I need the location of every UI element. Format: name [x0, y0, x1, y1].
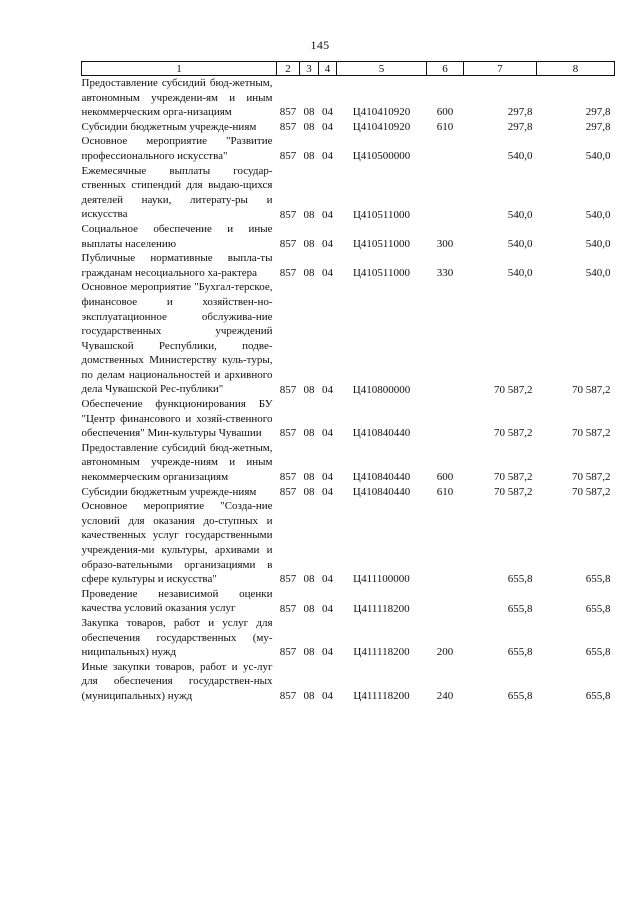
ministry-code: 857 — [279, 573, 297, 586]
target-article-code: Ц410410920 — [352, 120, 411, 133]
amount-col-8: 540,0 — [585, 237, 611, 250]
table-row — [82, 485, 615, 500]
ministry-code: 857 — [279, 120, 297, 133]
subsection-code: 04 — [322, 485, 333, 498]
table-row — [82, 134, 615, 163]
table-row — [82, 660, 615, 704]
amount-col-7: 655,8 — [507, 602, 533, 615]
row-name: Основное мероприятие "Созда-ние условий для оказания до-ступных и качественных услуг государственными учреждения-ми культуры, архивами и образо-вательными организациями в сфере культуры и искусства" — [81, 500, 273, 586]
target-article-code: Ц410500000 — [352, 150, 411, 163]
column-header-7: 7 — [464, 62, 537, 76]
section-code: 08 — [303, 471, 315, 484]
column-header-5: 5 — [337, 62, 427, 76]
amount-col-8: 70 587,2 — [572, 427, 611, 440]
ministry-code: 857 — [279, 471, 297, 484]
amount-col-7: 540,0 — [507, 237, 533, 250]
expense-type-code: 330 — [436, 266, 454, 279]
section-code: 08 — [303, 427, 315, 440]
table-row — [82, 76, 615, 120]
table-row — [82, 587, 615, 616]
section-code: 08 — [303, 208, 315, 221]
row-name: Социальное обеспечение и иные выплаты населению — [81, 222, 273, 250]
ministry-code: 857 — [279, 690, 297, 703]
target-article-code: Ц411100000 — [353, 573, 410, 586]
column-header-4: 4 — [319, 62, 337, 76]
ministry-code: 857 — [279, 383, 297, 396]
expense-type-code: 200 — [436, 646, 454, 659]
target-article-code: Ц410840440 — [352, 427, 411, 440]
page-number: 145 — [310, 38, 330, 52]
section-code: 08 — [303, 573, 315, 586]
amount-col-8: 70 587,2 — [572, 471, 611, 484]
row-name: Проведение независимой оценки качества условий оказания услуг — [81, 587, 273, 615]
table-row — [82, 280, 615, 397]
subsection-code: 04 — [322, 106, 333, 119]
section-code: 08 — [303, 383, 315, 396]
amount-col-8: 540,0 — [585, 208, 611, 221]
ministry-code: 857 — [279, 150, 297, 163]
column-header-3: 3 — [300, 62, 319, 76]
amount-col-8: 70 587,2 — [572, 383, 611, 396]
amount-col-7: 655,8 — [507, 573, 533, 586]
subsection-code: 04 — [322, 266, 333, 279]
subsection-code: 04 — [322, 573, 333, 586]
budget-table — [81, 61, 615, 704]
table-row — [82, 164, 615, 222]
table-row — [82, 441, 615, 485]
target-article-code: Ц410511000 — [352, 208, 411, 221]
amount-col-8: 297,8 — [585, 120, 611, 133]
table-row — [82, 120, 615, 135]
section-code: 08 — [303, 106, 315, 119]
table-header — [82, 62, 615, 76]
target-article-code: Ц411118200 — [353, 690, 410, 703]
column-header-8: 8 — [537, 62, 615, 76]
table-row — [82, 616, 615, 660]
ministry-code: 857 — [279, 208, 297, 221]
subsection-code: 04 — [322, 690, 333, 703]
amount-col-7: 540,0 — [507, 266, 533, 279]
column-header-2: 2 — [277, 62, 300, 76]
expense-type-code — [427, 587, 464, 616]
target-article-code: Ц411118200 — [353, 646, 410, 659]
table-row — [82, 251, 615, 280]
expense-type-code: 300 — [436, 237, 454, 250]
section-code: 08 — [303, 120, 315, 133]
subsection-code: 04 — [322, 427, 333, 440]
row-name: Закупка товаров, работ и услуг для обеспечения государственных (му-ниципальных) нужд — [81, 616, 273, 659]
ministry-code: 857 — [279, 266, 297, 279]
subsection-code: 04 — [322, 237, 333, 250]
amount-col-8: 655,8 — [585, 690, 611, 703]
row-name: Иные закупки товаров, работ и ус-луг для обеспечения государствен-ных (муниципальных) нужд — [81, 660, 273, 702]
subsection-code: 04 — [322, 602, 333, 615]
row-name: Обеспечение функционирования БУ "Центр финансового и хозяй-ственного обеспечения" Мин-культуры Чувашии — [81, 398, 273, 440]
column-header-6: 6 — [427, 62, 464, 76]
amount-col-7: 70 587,2 — [494, 427, 533, 440]
amount-col-8: 540,0 — [585, 266, 611, 279]
amount-col-7: 655,8 — [507, 646, 533, 659]
section-code: 08 — [303, 602, 315, 615]
amount-col-7: 70 587,2 — [494, 471, 533, 484]
target-article-code: Ц410840440 — [352, 485, 411, 498]
subsection-code: 04 — [322, 120, 333, 133]
amount-col-7: 297,8 — [507, 106, 533, 119]
subsection-code: 04 — [322, 646, 333, 659]
row-name: Ежемесячные выплаты государ-ственных стипендий для выдаю-щихся деятелей науки, литерату-ры и искусства — [81, 164, 273, 221]
expense-type-code — [427, 164, 464, 222]
expense-type-code: 600 — [436, 471, 454, 484]
expense-type-code — [427, 499, 464, 587]
table-row — [82, 397, 615, 441]
ministry-code: 857 — [279, 602, 297, 615]
subsection-code: 04 — [322, 471, 333, 484]
row-name: Субсидии бюджетным учрежде-ниям — [81, 485, 257, 498]
section-code: 08 — [303, 690, 315, 703]
target-article-code: Ц410511000 — [352, 237, 411, 250]
subsection-code: 04 — [322, 383, 333, 396]
subsection-code: 04 — [322, 150, 333, 163]
ministry-code: 857 — [279, 646, 297, 659]
ministry-code: 857 — [279, 485, 297, 498]
target-article-code: Ц410800000 — [352, 383, 411, 396]
amount-col-8: 655,8 — [585, 573, 611, 586]
expense-type-code: 610 — [436, 485, 454, 498]
amount-col-8: 70 587,2 — [572, 485, 611, 498]
amount-col-8: 540,0 — [585, 150, 611, 163]
amount-col-7: 540,0 — [507, 208, 533, 221]
section-code: 08 — [303, 150, 315, 163]
section-code: 08 — [303, 646, 315, 659]
expense-type-code — [427, 280, 464, 397]
amount-col-8: 655,8 — [585, 646, 611, 659]
row-name: Предоставление субсидий бюд-жетным, автономным учреждени-ям и иным некоммерческим орга-низациям — [81, 77, 273, 119]
expense-type-code: 600 — [436, 106, 454, 119]
amount-col-7: 297,8 — [507, 120, 533, 133]
row-name: Основное мероприятие "Бухгал-терское, финансовое и хозяйствен-но-эксплуатационное обслужива-ние государственных учреждений Чувашской Республики, подве-домственных Министерству куль-туры, по делам национальностей и архивного дела Чувашской Рес-публики" — [81, 281, 273, 396]
target-article-code: Ц410511000 — [352, 266, 411, 279]
section-code: 08 — [303, 237, 315, 250]
section-code: 08 — [303, 266, 315, 279]
ministry-code: 857 — [279, 427, 297, 440]
table-body — [82, 76, 615, 704]
target-article-code: Ц410840440 — [352, 471, 411, 484]
amount-col-7: 540,0 — [507, 150, 533, 163]
amount-col-8: 655,8 — [585, 602, 611, 615]
ministry-code: 857 — [279, 237, 297, 250]
amount-col-7: 70 587,2 — [494, 383, 533, 396]
expense-type-code: 610 — [436, 120, 454, 133]
subsection-code: 04 — [322, 208, 333, 221]
amount-col-8: 297,8 — [585, 106, 611, 119]
amount-col-7: 70 587,2 — [494, 485, 533, 498]
section-code: 08 — [303, 485, 315, 498]
row-name: Публичные нормативные выпла-ты гражданам несоциального ха-рактера — [81, 252, 273, 279]
target-article-code: Ц410410920 — [352, 106, 411, 119]
target-article-code: Ц411118200 — [353, 602, 410, 615]
row-name: Основное мероприятие "Развитие профессионального искусства" — [81, 135, 273, 162]
column-header-1: 1 — [82, 62, 277, 76]
row-name: Субсидии бюджетным учрежде-ниям — [81, 120, 257, 133]
table-row — [82, 222, 615, 251]
expense-type-code — [427, 134, 464, 163]
amount-col-7: 655,8 — [507, 690, 533, 703]
row-name: Предоставление субсидий бюд-жетным, автономным учрежде-ниям и иным некоммерческим организациям — [81, 441, 273, 484]
ministry-code: 857 — [279, 106, 297, 119]
expense-type-code — [427, 397, 464, 441]
table-row — [82, 499, 615, 587]
expense-type-code: 240 — [436, 690, 454, 703]
